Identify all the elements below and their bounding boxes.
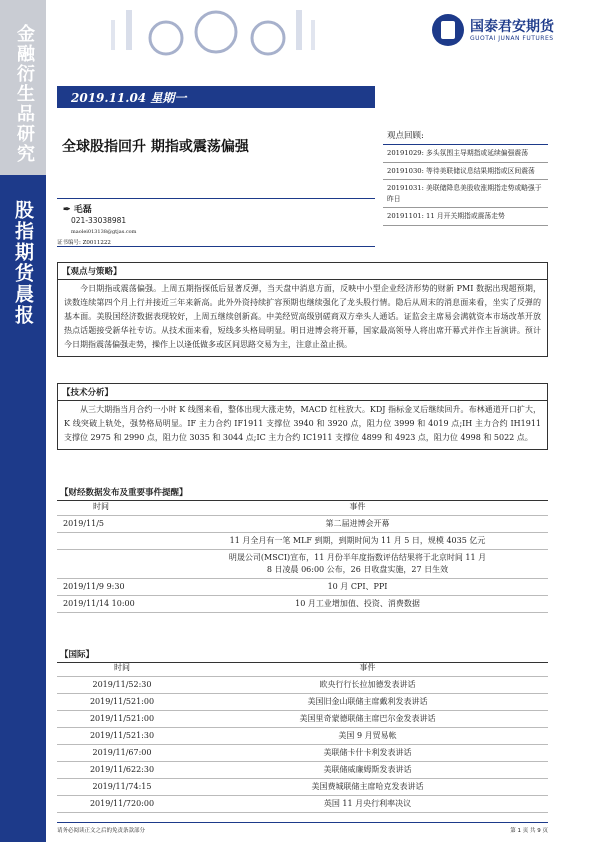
pen-icon: ✒ — [63, 205, 71, 215]
table-row: 2019/11/521:00 美国旧金山联储主席戴利发表讲话 — [57, 694, 548, 711]
view-review-item: 20191031: 美联储降息美股收涨期指走势或略强于昨日 — [383, 180, 548, 208]
table-row: 11 月全月有一笔 MLF 到期，到期时间为 11 月 5 日，规模 4035 亿元 — [57, 533, 548, 550]
views-strategy-body: 今日期指或震荡偏强。上周五期指探低后显著反弹，当天盘中消息方面，反映中小型企业经济形势的财新 PMI 数据出现超预期，读数连续第四个月上行并接近三年来新高。此外外资持续扩容预期也继续强化了龙头股行情。隐后从周末的消息面来看，坐实了反弹的基本面。美股国经济数据表现较好，上周五继续创新高。中美经贸高级别磋商双方牵头人通话。证监会主席易会满就资本市场改革开放热点话题接受新华社专访。从技术面来看，短线多头格局明显。明日进博会将开幕，国家最高领导人将出席开幕式并作主旨演讲。预计今日期指震荡偏强走势，操作上以逢低做多或区间思路交易为主，注意止盈止损。 — [64, 284, 541, 349]
table-row: 2019/11/52:30 欧央行行长拉加德发表讲话 — [57, 677, 548, 694]
table-header-row — [57, 499, 548, 516]
date-bar: 2019.11.04 星期一 — [57, 86, 375, 108]
intl-col-event: 事件 — [187, 660, 548, 677]
view-review-item: 20191029: 多头氛围主导期指或延续偏强震荡 — [383, 145, 548, 163]
table-row: 2019/11/14 10:00 10 月工业增加值、投资、消费数据 — [57, 596, 548, 613]
company-logo — [432, 14, 582, 48]
view-review-panel — [383, 126, 548, 226]
logo-mark-icon — [432, 14, 464, 46]
author-phone: 021-33038981 — [71, 216, 127, 225]
author-bottom-divider — [57, 246, 375, 247]
technical-analysis-box — [57, 383, 548, 450]
author-top-divider — [57, 198, 375, 199]
header-decoration-image — [56, 0, 376, 70]
calendar-col-event: 事件 — [167, 499, 548, 516]
sidebar-category: 金融衍生品研究 — [14, 24, 35, 164]
technical-analysis-heading: 【技术分析】 — [58, 384, 547, 401]
view-review-item: 20191030: 等待美联储议息结果期指或区间震荡 — [383, 163, 548, 181]
views-strategy-box — [57, 262, 548, 357]
table-row: 2019/11/67:00 美联储卡什卡利发表讲话 — [57, 745, 548, 762]
table-row: 明晟公司(MSCI)宣布，11 月份半年度指数评估结果将于北京时间 11 月 8 日凌晨 06:00 公布，26 日收盘实施，27 日生效 — [57, 550, 548, 579]
intl-col-time: 时间 — [57, 660, 187, 677]
report-title: 全球股指回升 期指或震荡偏强 — [62, 139, 249, 155]
sidebar-report-type: 股指期货晨报 — [12, 200, 34, 326]
calendar-heading: 【财经数据发布及重要事件提醒】 — [57, 486, 548, 501]
page-footer — [57, 822, 548, 834]
technical-analysis-body: 从三大期指当月合约一小时 K 线图来看，整体出现大涨走势，MACD 红柱放大。KDJ 指标金叉后继续回升。布林通道开口扩大，K 线突破上轨处，强势格局明显。IF 主力合约 IF1911 支撑位 3940 和 3920 点，阻力位 3999 和 4019 点;IH 主力合约 IH1911 支撑位 2975 和 2990 点，阻力位 3035 和 3044 点;IC 主力合约 IC1911 支撑位 4899 和 4923 点，阻力位 4998 和 5022 点。 — [64, 405, 541, 442]
footer-page-number: 第 1 页 共 9 页 — [510, 828, 548, 834]
table-row: 2019/11/720:00 英国 11 月央行利率决议 — [57, 796, 548, 813]
table-header-row — [57, 660, 548, 677]
table-row: 2019/11/622:30 美联储威廉姆斯发表讲话 — [57, 762, 548, 779]
view-review-item: 20191101: 11 月开关期指或震荡走势 — [383, 208, 548, 226]
calendar-col-time: 时间 — [57, 499, 167, 516]
logo-chinese-name: 国泰君安期货 — [470, 19, 554, 35]
table-row: 2019/11/521:00 美国里奇蒙德联储主席巴尔金发表讲话 — [57, 711, 548, 728]
views-strategy-heading: 【观点与策略】 — [58, 263, 547, 280]
logo-english-name: GUOTAI JUNAN FUTURES — [470, 35, 554, 42]
table-row: 2019/11/5 第二届进博会开幕 — [57, 516, 548, 533]
table-row: 2019/11/74:15 美国费城联储主席哈克发表讲话 — [57, 779, 548, 796]
table-row: 2019/11/521:30 美国 9 月贸易帐 — [57, 728, 548, 745]
calendar-table — [57, 499, 548, 613]
international-table — [57, 660, 548, 813]
table-row: 2019/11/9 9:30 10 月 CPI、PPI — [57, 579, 548, 596]
author-license: 证书编号: Z0011222 — [57, 240, 111, 246]
author-email: maolei013138@gtjas.com — [71, 229, 137, 235]
sidebar — [0, 0, 46, 842]
international-heading: 【国际】 — [57, 648, 548, 663]
author-name: ✒ 毛磊 — [63, 205, 92, 215]
footer-disclaimer: 请务必阅读正文之后的免责条款部分 — [57, 828, 146, 834]
view-review-heading: 观点回顾: — [383, 126, 548, 145]
